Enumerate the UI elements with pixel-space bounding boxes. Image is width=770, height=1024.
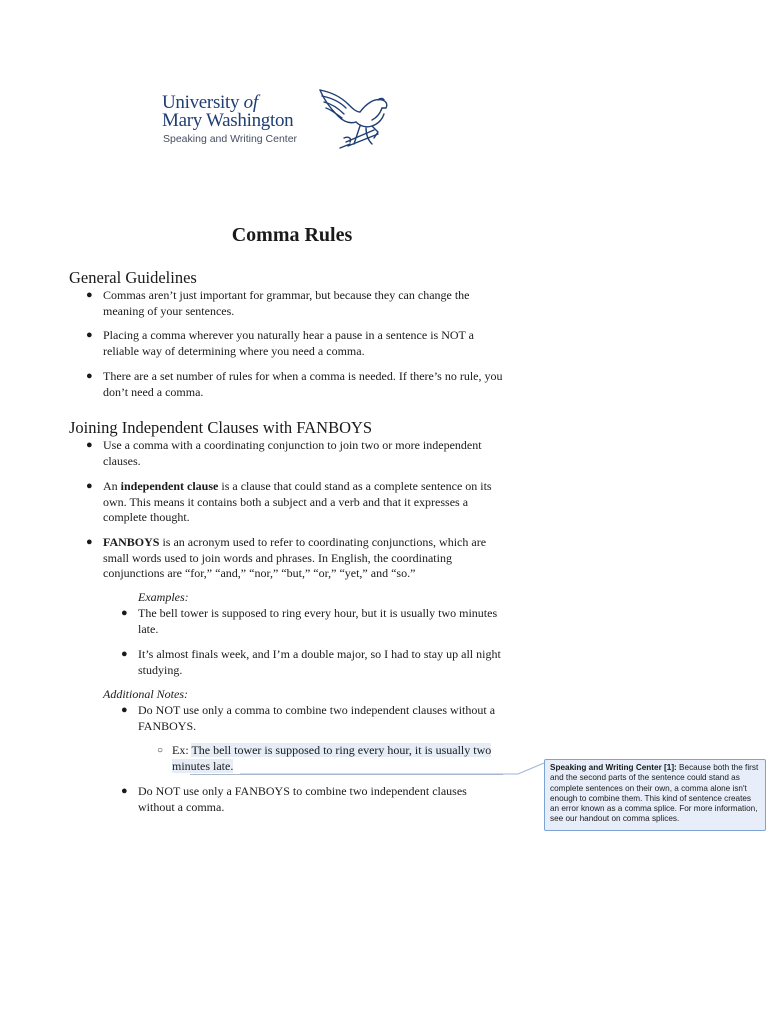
bullet-icon: ● [121, 607, 128, 619]
logo-mary-washington: Mary Washington [162, 110, 294, 131]
bullet-icon: ● [121, 648, 128, 660]
heading-general-guidelines: General Guidelines [69, 268, 197, 287]
bullet-icon: ● [121, 785, 128, 797]
note-item: Do NOT use only a FANBOYS to combine two independent clauses without a comma. [138, 784, 467, 814]
list-item-independent-clause [103, 479, 511, 526]
example-item: It’s almost finals week, and I’m a double major, so I had to stay up all night studying. [138, 647, 501, 677]
examples-label: Examples: [138, 590, 189, 604]
bullet-icon: ● [86, 480, 93, 492]
bullet-icon: ● [86, 329, 93, 341]
bullet-icon: ● [86, 370, 93, 382]
example-item: The bell tower is supposed to ring every hour, but it is usually two minutes late. [138, 606, 498, 636]
bullet-icon: ● [86, 536, 93, 548]
bold-term: FANBOYS [103, 535, 160, 549]
eagle-icon [316, 86, 392, 154]
list-item: Commas aren’t just important for grammar, but because they can change the meaning of your sentences. [103, 288, 470, 318]
text-rest: is an acronym used to refer to coordinating conjunctions, which are small words used to join words and phrases. In English, the coordinating conjunctions are “for,” “and,” “nor,” “but,” “or,” “yet,” and “so.” [103, 535, 487, 580]
bullet-icon: ● [86, 289, 93, 301]
text-prefix: An [103, 479, 121, 493]
logo-university: University [162, 92, 240, 113]
university-logo [162, 86, 394, 156]
list-item: Placing a comma wherever you naturally hear a pause in a sentence is NOT a reliable way of determining where you need a comma. [103, 328, 474, 358]
sub-note-item [172, 743, 510, 774]
additional-notes-label: Additional Notes: [103, 687, 188, 701]
bullet-icon: ● [121, 704, 128, 716]
example-prefix: Ex: [172, 743, 192, 757]
note-item: Do NOT use only a comma to combine two independent clauses without a FANBOYS. [138, 703, 496, 733]
document-title: Comma Rules [231, 224, 353, 246]
list-item: There are a set number of rules for when a comma is needed. If there’s no rule, you don’t need a comma. [103, 369, 503, 399]
list-item: Use a comma with a coordinating conjunction to join two or more independent clauses. [103, 438, 482, 468]
logo-of: of [243, 92, 258, 113]
highlighted-text[interactable]: The bell tower is supposed to ring every hour, it is usually two minutes late. [172, 743, 492, 773]
hollow-bullet-icon: ○ [157, 745, 164, 756]
bold-term: independent clause [120, 479, 219, 493]
list-item-fanboys [103, 535, 511, 582]
logo-subtitle: Speaking and Writing Center [163, 133, 298, 145]
bullet-icon: ● [86, 439, 93, 451]
heading-fanboys: Joining Independent Clauses with FANBOYS [69, 418, 373, 437]
text-rest: is a clause that could stand as a complete sentence on its own. This means it contains both a subject and a verb and that it expresses a complete thought. [103, 479, 492, 524]
comment-author: Speaking and Writing Center [1]: [550, 763, 677, 772]
comment-balloon[interactable] [544, 759, 766, 831]
comment-text: Because both the first and the second parts of the sentence could stand as complete sentences on their own, a comma alone isn't enough to combine them. This kind of sentence creates an error known as a comma splice. For more information, see our handout on comma splices. [550, 763, 759, 824]
